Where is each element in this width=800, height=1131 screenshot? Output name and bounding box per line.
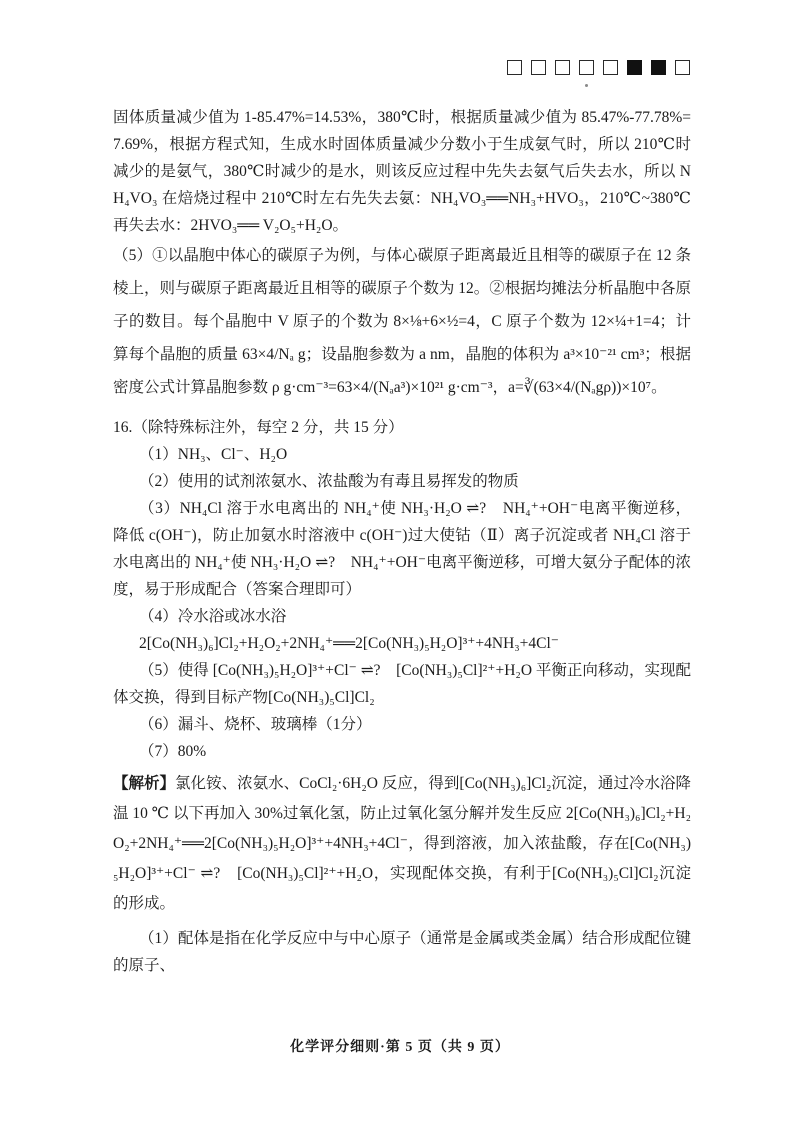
analysis-paragraph [113,769,691,919]
answer-item-7: （7）80% [139,743,207,760]
analysis-label: 【解析】 [113,775,176,792]
scan-speck [585,84,588,87]
question-16-header: 16.（除特殊标注外，每空 2 分，共 15 分） [113,419,404,436]
registration-mark [555,60,570,75]
registration-mark [627,60,642,75]
registration-mark [675,60,690,75]
answer-item-4-equation: 2[Co(NH₃)₆]Cl₂+H₂O₂+2NH₄⁺══2[Co(NH₃)₅H₂O]³⁺+4NH₃+4Cl⁻ [139,635,559,652]
answer-item-4: （4）冷水浴或冰水浴 [139,608,287,625]
page-content [113,104,691,979]
answer-item-2: （2）使用的试剂浓氨水、浓盐酸为有毒且易挥发的物质 [139,473,519,490]
footer-page-label: 化学评分细则·第 5 页（共 9 页） [290,1040,510,1055]
registration-mark [507,60,522,75]
registration-marks [507,60,690,75]
answer-item-6: （6）漏斗、烧杯、玻璃棒（1分） [139,716,372,733]
answer-item-1: （1）NH₃、Cl⁻、H₂O [139,446,288,463]
answer-last-paragraph: （1）配体是指在化学反应中与中心原子（通常是金属或类金属）结合形成配位键的原子、 [113,930,691,974]
registration-mark [531,60,546,75]
page-footer [0,1036,800,1056]
answer-item-3: （3）NH₄Cl 溶于水电离出的 NH₄⁺使 NH₃·H₂O ⇌? NH₄⁺+OH⁻电离平衡逆移，降低 c(OH⁻)，防止加氨水时溶液中 c(OH⁻)过大使钴（Ⅱ）离子沉淀或者 NH₄Cl 溶于水电离出的 NH₄⁺使 NH₃·H₂O ⇌? NH₄⁺+OH⁻电离平衡逆移，可增大氨分子配体的浓度，易于形成配合（答案合理即可） [113,500,691,598]
registration-mark [603,60,618,75]
registration-mark [651,60,666,75]
answer-q5-paragraph: （5）①以晶胞中体心的碳原子为例，与体心碳原子距离最近且相等的碳原子在 12 条棱上，则与碳原子距离最近且相等的碳原子个数为 12。②根据均摊法分析晶胞中各原子的数目。每个晶胞中 V 原子的个数为 8×⅛+6×½=4，C 原子个数为 12×¼+1=4；计算每个晶胞的质量 63×4/Nₐ g；设晶胞参数为 a nm，晶胞的体积为 a³×10⁻²¹ cm³；根据密度公式计算晶胞参数 ρ g·cm⁻³=63×4/(Nₐa³)×10²¹ g·cm⁻³，a=∛(63×4/(Nₐgρ))×10⁷。 [113,247,691,396]
registration-mark [579,60,594,75]
answer-item-5: （5）使得 [Co(NH₃)₅H₂O]³⁺+Cl⁻ ⇌? [Co(NH₃)₅Cl]²⁺+H₂O 平衡正向移动，实现配体交换，得到目标产物[Co(NH₃)₅Cl]Cl₂ [113,662,691,706]
answer-continuation-paragraph: 固体质量减少值为 1-85.47%=14.53%，380℃时，根据质量减少值为 85.47%-77.78%=7.69%，根据方程式知，生成水时固体质量减少分数小于生成氨气时，所以 210℃时减少的是氨气，380℃时减少的是水，则该反应过程中先失去氨气后失去水，所以 NH₄VO₃ 在焙烧过程中 210℃时左右先失去氨：NH₄VO₃══NH₃+HVO₃，210℃~380℃再失去水：2HVO₃══ V₂O₅+H₂O。 [113,109,691,234]
analysis-text: 氯化铵、浓氨水、CoCl₂·6H₂O 反应，得到[Co(NH₃)₆]Cl₂沉淀，通过冷水浴降温 10 ℃ 以下再加入 30%过氧化氢，防止过氧化氢分解并发生反应 2[Co(NH₃)₆]Cl₂+H₂O₂+2NH₄⁺══2[Co(NH₃)₅H₂O]³⁺+4NH₃+4Cl⁻，得到溶液，加入浓盐酸，存在[Co(NH₃)₅H₂O]³⁺+Cl⁻ ⇌? [Co(NH₃)₅Cl]²⁺+H₂O，实现配体交换，有利于[Co(NH₃)₅Cl]Cl₂沉淀的形成。 [113,775,691,912]
